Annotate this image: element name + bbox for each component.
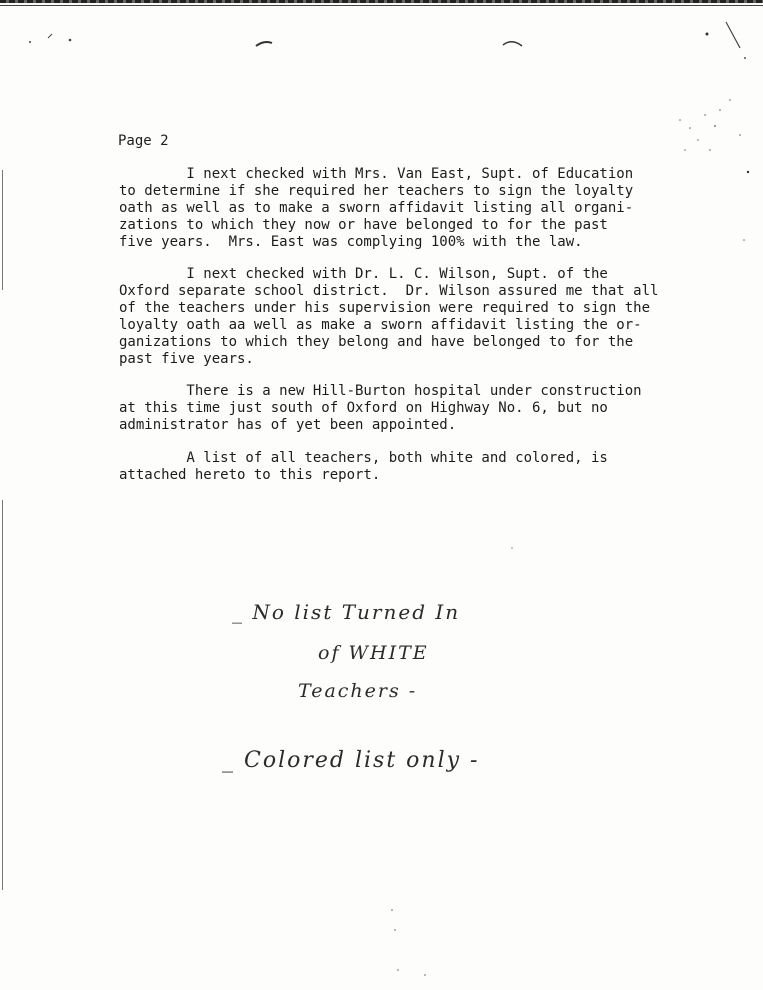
- text-line: loyalty oath aa well as make a sworn affidavit listing the or-: [119, 316, 642, 333]
- text-line: Oxford separate school district. Dr. Wilson assured me that all: [119, 282, 659, 299]
- text-line: oath as well as to make a sworn affidavit listing all organi-: [119, 199, 634, 216]
- text-line: administrator has of yet been appointed.: [119, 416, 457, 433]
- text-line: I next checked with Dr. L. C. Wilson, Supt. of the: [119, 266, 608, 282]
- text-line: There is a new Hill-Burton hospital under construction: [119, 383, 642, 399]
- text-line: A list of all teachers, both white and colored, is: [119, 450, 608, 466]
- page-number: Page 2: [118, 133, 169, 149]
- text-line: ganizations to which they belong and have belonged to for the: [119, 333, 634, 350]
- paragraph-teacher-list: [119, 450, 719, 484]
- paragraph-wilson: [119, 266, 719, 367]
- text-line: past five years.: [119, 350, 254, 367]
- text-line: to determine if she required her teachers to sign the loyalty: [119, 182, 634, 199]
- text-line: five years. Mrs. East was complying 100% with the law.: [119, 233, 583, 250]
- paragraph-van-east: [119, 166, 719, 251]
- handwritten-line: _ Colored list only -: [222, 748, 480, 773]
- text-line: of the teachers under his supervision were required to sign the: [119, 299, 651, 316]
- text-line: zations to which they now or have belonged to for the past: [119, 216, 608, 233]
- handwritten-line: Teachers -: [298, 680, 418, 702]
- handwritten-line: of WHITE: [318, 642, 429, 664]
- paragraph-hospital: [119, 383, 719, 434]
- text-line: at this time just south of Oxford on Highway No. 6, but no: [119, 399, 608, 416]
- text-line: attached hereto to this report.: [119, 466, 381, 483]
- handwritten-line: _ No list Turned In: [232, 600, 461, 624]
- text-line: I next checked with Mrs. Van East, Supt. of Education: [119, 166, 634, 182]
